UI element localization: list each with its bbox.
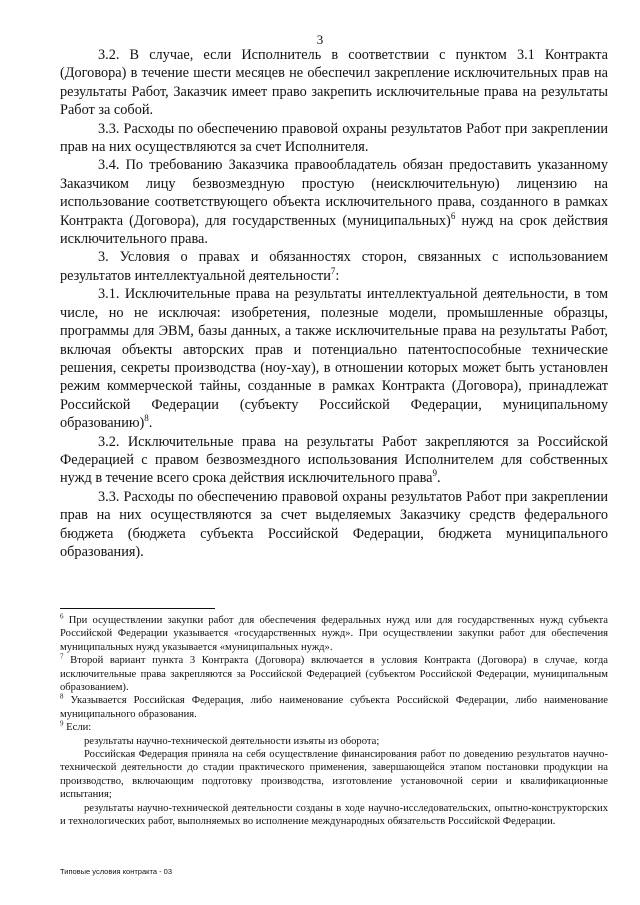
footnote-9: $^9$ Если: [60,719,92,734]
paragraph-alt-3-2: 3.2. Исключительные права на результаты Работ закрепляются за Российской Федерацией с правом безвозмездного использования Исполнителем для собственных нужд в течение всего срока действия исключительного права$^9$. [60,433,608,487]
footnote-divider [60,608,215,609]
footnotes [60,614,608,829]
paragraph-alt-3-1: 3.1. Исключительные права на результаты интеллектуальной деятельности, в том числе, но не исключая: изобретения, полезные модели, промышленные образцы, программы для ЭВМ, базы данных, а также исключительные права на результаты Работ, включая объекты авторских прав и потенциально патентоспособные технические решения, секреты производства (ноу-хау), в отношении которых может быть установлен режим коммерческой тайны, созданные в рамках Контракта (Договора), принадлежат Российской Федерации (субъекту Российской Федерации, муниципальному образованию)$^8$. [60,286,608,432]
footnote-9-item: результаты научно-технической деятельности созданы в ходе научно-исследовательских, опытно-конструкторских и технологических работ, выполняемых во исполнение международных обязательств Российской Федерации. [60,802,608,828]
footnote-6: $^6$ При осуществлении закупки работ для обеспечения федеральных нужд или для государственных нужд субъекта Российской Федерации указывается «государственных нужд». При осуществлении закупки работ для обеспечения муниципальных нужд указывается «муниципальных нужд». [60,612,608,653]
footnote-ref-8: 8 [144,413,149,424]
paragraph-3-2: 3.2. В случае, если Исполнитель в соответствии с пунктом 3.1 Контракта (Договора) в течение шести месяцев не обеспечил закрепление исключительных прав на результаты Работ, Заказчик имеет право закрепить исключительные права на результаты Работ за собой. [60,47,608,119]
paragraph-3-4: 3.4. По требованию Заказчика правообладатель обязан предоставить указанному Заказчиком лицу безвозмездную простую (неисключительную) лицензию на использование соответствующего объекта исключительного права, созданного в рамках Контракта (Договора), для государственных (муниципальных)$^6$ нужд на срок действия исключительного права. [60,157,608,248]
paragraph-alt-3-3: 3.3. Расходы по обеспечению правовой охраны результатов Работ при закреплении прав на них осуществляются за счет выделяемых Заказчику средств федерального бюджета (бюджета субъекта Российской Федерации, бюджета муниципального образования). [60,488,608,560]
footnote-ref-9: 9 [432,468,438,479]
paragraph-3-3: 3.3. Расходы по обеспечению правовой охраны результатов Работ при закреплении прав на них осуществляются за счет Исполнителя. [60,120,608,156]
section-3-heading: 3. Условия о правах и обязанностях сторон, связанных с использованием результатов интеллектуальной деятельности$^7$: [60,249,608,284]
page-number: 3 [316,32,324,47]
footnote-7: $^7$ Второй вариант пункта 3 Контракта (Договора) включается в условия Контракта (Договора) в случае, когда исключительные права закрепляются за Российской Федерацией (субъектом Российской Федерации, муниципальным образованием). [60,652,608,694]
contract-template-label: Типовые условия контракта - 03 [60,867,173,876]
footnote-ref-7: 7 [330,266,336,277]
footnote-9-item: результаты научно-технической деятельности изъяты из оборота; [84,735,380,747]
footnote-8: $^8$ Указывается Российская Федерация, либо наименование субъекта Российской Федерации, либо наименование муниципального образования. [60,692,608,720]
footnote-9-item: Российская Федерация приняла на себя осуществление финансирования работ по доведению результатов научно-технической деятельности до стадии практического применения, завершающейся этапом постановки продукции на производство, включающим подготовку производства, изготовление установочной серии и квалификационные испытания; [60,749,608,801]
main-text [60,46,608,561]
footnote-ref-6: 6 [450,210,456,221]
